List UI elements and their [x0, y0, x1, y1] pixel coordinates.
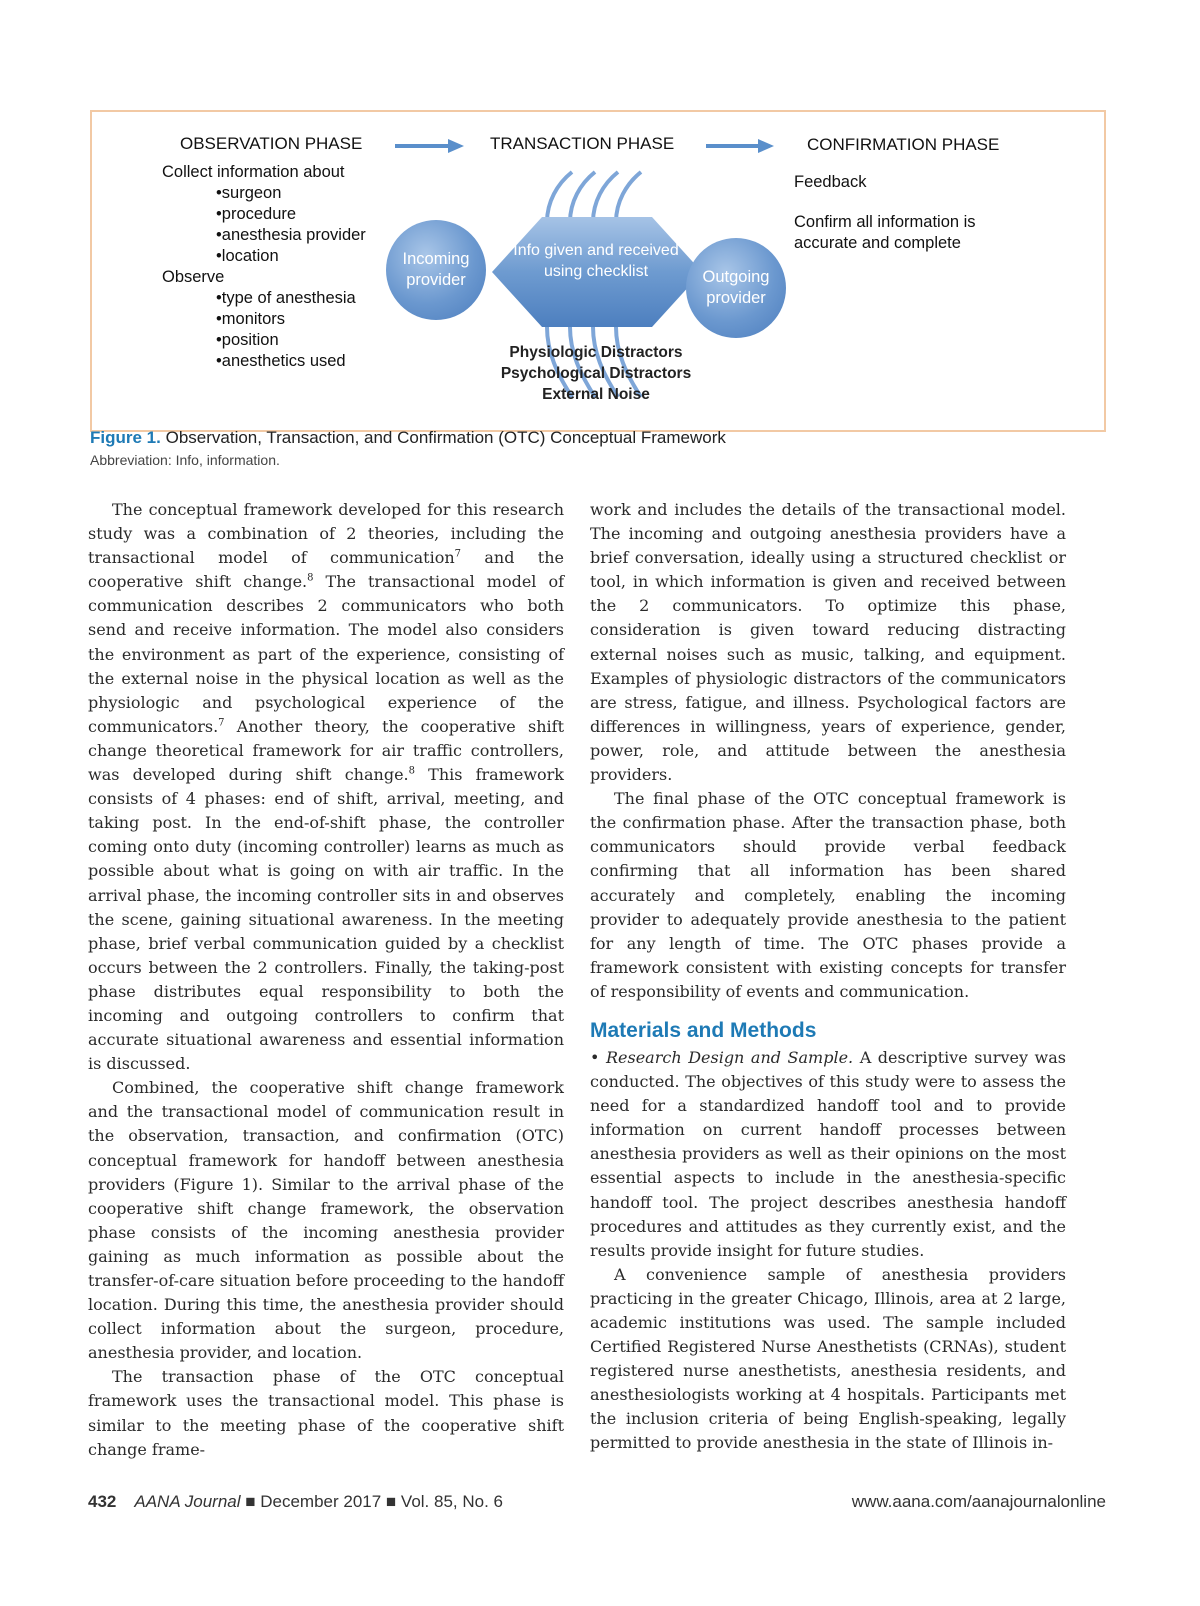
- text-run: This framework consists of 4 phases: end of shift, arrival, meeting, and taking post. In the end-of-shift phase, the controller coming onto duty (incoming controller) learns as much as possible about what is going on with air traffic. In the arrival phase, the incoming controller sits in and observes the scene, gaining situational awareness. In the meeting phase, brief verbal communication guided by a checklist occurs between the 2 controllers. Finally, the taking-post phase distributes equal responsibility to both the incoming and outgoing controllers to confirm that accurate situational awareness and essential information is discussed.: [88, 765, 564, 1074]
- phase-arrow-1: [395, 139, 464, 153]
- incoming-provider-circle: [386, 220, 486, 320]
- observe-item: • anesthetics used: [216, 351, 366, 372]
- observe-list: [162, 288, 366, 372]
- journal-url[interactable]: www.aana.com/aanajournalonline: [851, 1492, 1106, 1511]
- page-number: 432: [88, 1492, 117, 1511]
- figure-label: Figure 1.: [90, 428, 161, 447]
- transaction-phase-title: TRANSACTION PHASE: [490, 134, 675, 153]
- text-run: Another theory, the cooperative shift change theoretical framework for air traffic controllers, was developed during shift change.: [88, 716, 564, 785]
- confirmation-phase-title: CONFIRMATION PHASE: [807, 135, 1000, 154]
- text-run: The transactional model of communication describes 2 communicators who both send and receive information. The model also considers the environment as part of the experience, consisting of the external noise in the physical location as well as the physiologic and psychological experience of the communicators.: [88, 572, 564, 736]
- section-heading: Materials and Methods: [590, 1018, 817, 1042]
- paragraph: Combined, the cooperative shift change framework and the transactional model of communication result in the observation, transaction, and confirmation (OTC) conceptual framework for handoff between anesthesia providers (Figure 1). Similar to the arrival phase of the cooperative shift change framework, the observation phase consists of the incoming anesthesia provider gaining as much information as possible about the transfer-of-care situation before proceeding to the handoff location. During this time, the anesthesia provider should collect information about the surgeon, procedure, anesthesia provider, and location.: [88, 1078, 564, 1363]
- figure-caption: [90, 428, 1110, 448]
- collect-heading: Collect information about: [162, 163, 345, 181]
- citation-ref: 7: [454, 548, 462, 560]
- figure-caption-text: Observation, Transaction, and Confirmation (OTC) Conceptual Framework: [165, 428, 726, 447]
- observe-item: • type of anesthesia: [216, 288, 366, 309]
- observe-item: • position: [216, 330, 366, 351]
- paragraph: [590, 1046, 1066, 1263]
- outgoing-provider-circle: [686, 238, 786, 338]
- collect-list: [162, 183, 366, 267]
- distractor-item: Psychological Distractors: [500, 365, 692, 382]
- observe-heading: Observe: [162, 268, 225, 286]
- right-column: [590, 498, 1066, 1456]
- paragraph: The transaction phase of the OTC conceptual framework uses the transactional model. This phase is similar to the meeting phase of the cooperative shift change frame-: [88, 1367, 564, 1459]
- citation-ref: 7: [218, 717, 225, 729]
- collect-item: • procedure: [216, 204, 366, 225]
- observe-item: • monitors: [216, 309, 366, 330]
- citation-ref: 8: [408, 765, 416, 777]
- text-run: A descriptive survey was conducted. The objectives of this study were to assess the need for a standardized handoff tool and to provide information on current handoff processes between anesthesia providers as well as their opinions on the most essential aspects to include in the anesthesia-specific handoff tool. The project describes anesthesia handoff procedures and attitudes as they currently exist, and the results provide insight for future studies.: [590, 1047, 1066, 1260]
- figure-1: [90, 110, 1106, 432]
- footer-left: [88, 1492, 503, 1512]
- observation-phase-title: OBSERVATION PHASE: [180, 134, 363, 153]
- incoming-provider-label: Incoming provider: [402, 250, 470, 289]
- distractors-list: [476, 342, 716, 405]
- confirmation-feedback: Feedback: [794, 173, 867, 191]
- outgoing-provider-label: Outgoing provider: [702, 268, 770, 307]
- left-column: [88, 498, 564, 1462]
- text-run: and the cooperative shift change.: [88, 548, 564, 592]
- distractor-lines-upper: [547, 172, 641, 222]
- confirmation-details: Confirm all information is accurate and complete: [794, 213, 976, 252]
- paragraph: A convenience sample of anesthesia providers practicing in the greater Chicago, Illinois, area at 2 large, academic institutions was used. The sample included Certified Registered Nurse Anesthetists (CRNAs), student registered nurse anesthetists, anesthesia residents, and anesthesiologists working at 4 hospitals. Participants met the inclusion criteria of being English-speaking, legally permitted to provide anesthesia in the state of Illinois in-: [590, 1264, 1066, 1453]
- paragraph: The final phase of the OTC conceptual framework is the confirmation phase. After the transaction phase, both communicators should provide verbal feedback confirming that all information has been shared accurately and completely, enabling the incoming provider to adequately provide anesthesia to the patient for any length of time. The OTC phases provide a framework consistent with existing concepts for transfer of responsibility of events and communication.: [590, 789, 1066, 1001]
- phase-arrow-2: [706, 139, 774, 153]
- text-run: The conceptual framework developed for this research study was a combination of 2 theories, including the transactional model of communication: [88, 500, 564, 568]
- citation-ref: 8: [307, 572, 314, 584]
- distractor-item: Physiologic Distractors: [509, 344, 683, 361]
- observation-details: [162, 162, 366, 372]
- paragraph: work and includes the details of the transactional model. The incoming and outgoing anesthesia providers have a brief conversation, ideally using a structured checklist or tool, in which information is given and received between the 2 communicators. To optimize this phase, consideration is given toward reducing distracting external noises such as music, talking, and equipment. Examples of physiologic distractors of the communicators are stress, fatigue, and illness. Psychological factors are differences in willingness, years of experience, gender, power, role, and attitude between the anesthesia providers.: [590, 500, 1066, 785]
- transaction-center-label: Info given and received using checklist: [513, 242, 679, 280]
- distractor-item: External Noise: [542, 386, 650, 403]
- collect-item: • anesthesia provider: [216, 225, 366, 246]
- journal-issue: ■ December 2017 ■ Vol. 85, No. 6: [240, 1492, 503, 1511]
- journal-name: AANA Journal: [134, 1492, 241, 1511]
- collect-item: • surgeon: [216, 183, 366, 204]
- figure-abbreviation: Abbreviation: Info, information.: [90, 452, 280, 468]
- subsection-heading: • Research Design and Sample.: [590, 1047, 854, 1067]
- collect-item: • location: [216, 246, 366, 267]
- paragraph: [88, 498, 564, 1076]
